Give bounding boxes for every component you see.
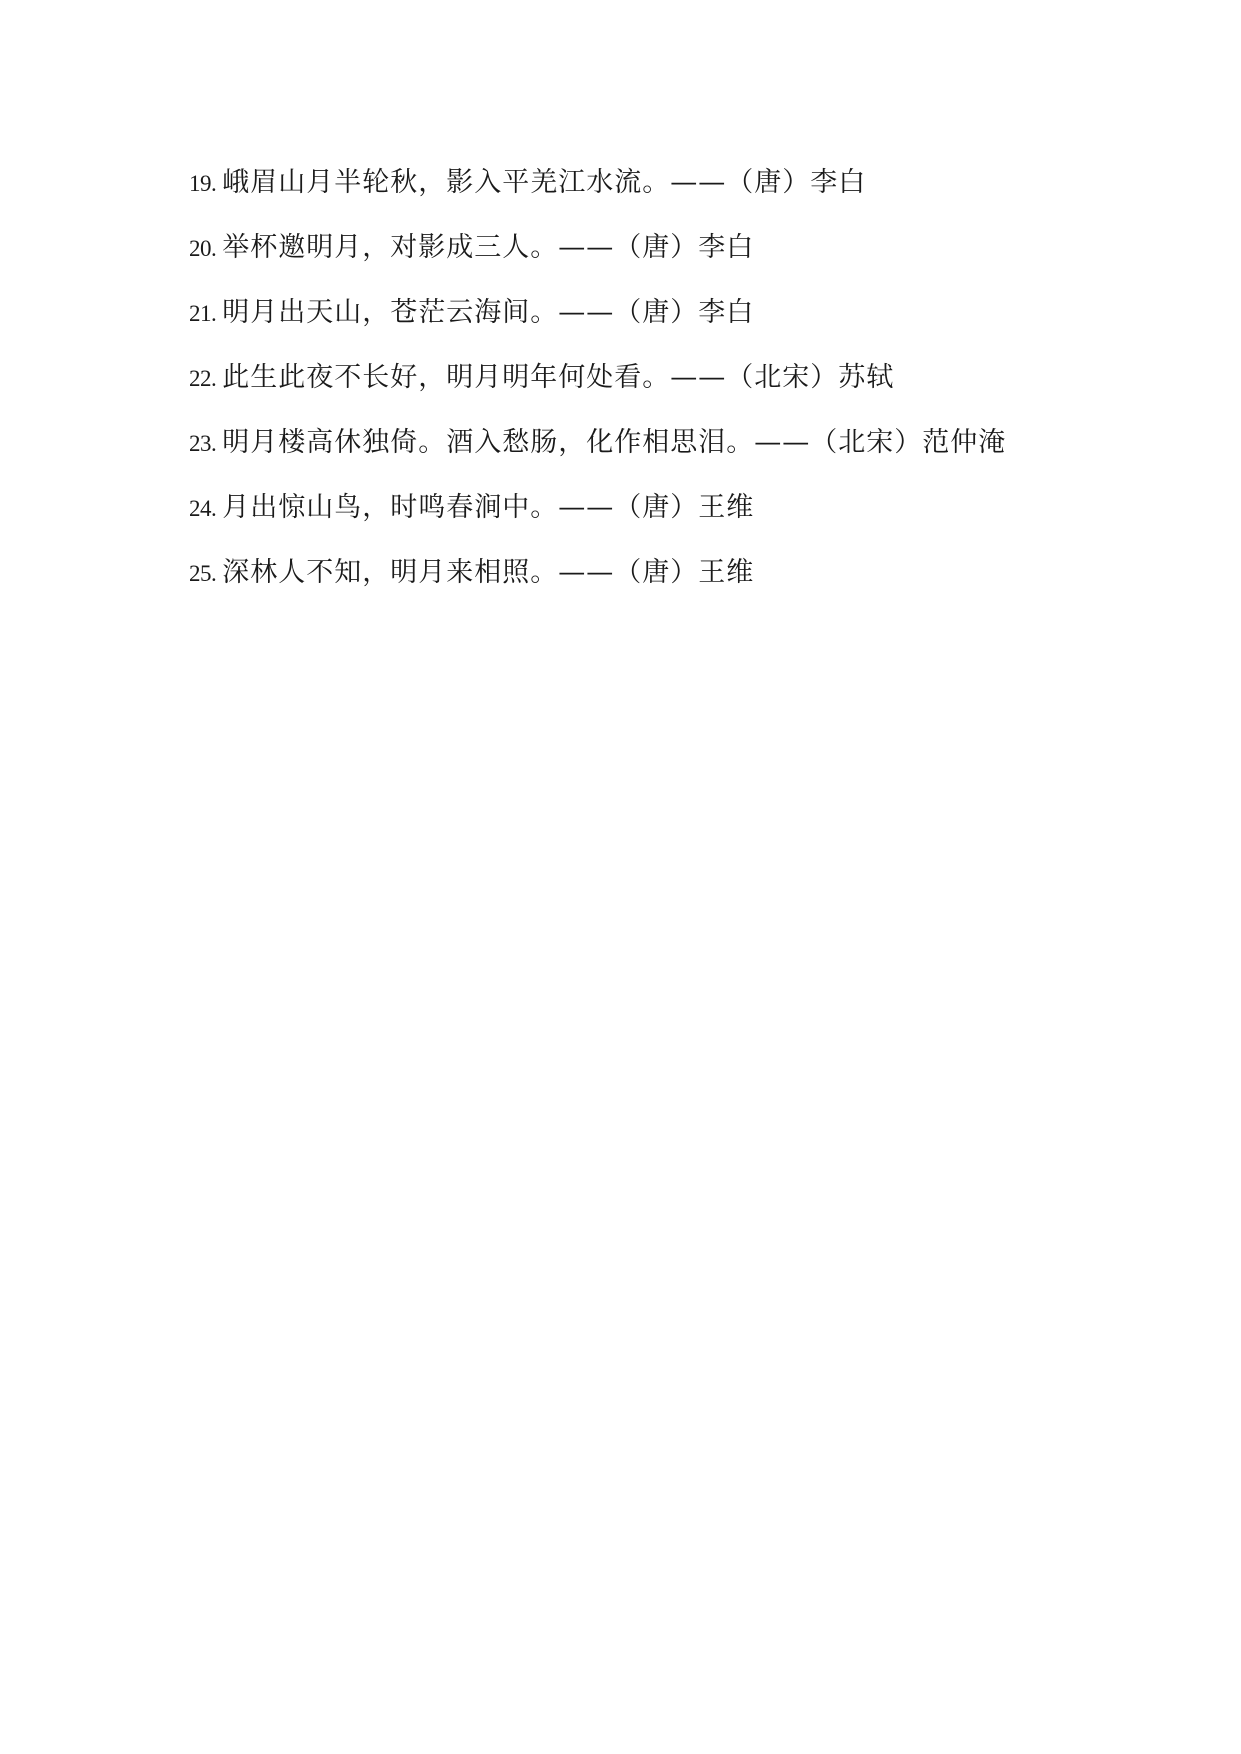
- item-number: 22.: [189, 366, 217, 391]
- list-item: [189, 550, 1006, 615]
- item-number: 24.: [189, 496, 217, 521]
- item-text: 此生此夜不长好，明月明年何处看。——（北宋）苏轼: [222, 362, 895, 393]
- item-text: 月出惊山鸟，时鸣春涧中。——（唐）王维: [222, 492, 755, 523]
- item-number: 19.: [189, 171, 217, 196]
- list-item: [189, 355, 1006, 420]
- item-text: 深林人不知，明月来相照。——（唐）王维: [222, 557, 755, 588]
- list-item: [189, 290, 1006, 355]
- item-text: 明月楼高休独倚。酒入愁肠，化作相思泪。——（北宋）范仲淹: [222, 427, 1007, 458]
- list-item: [189, 225, 1006, 290]
- list-item: [189, 485, 1006, 550]
- item-number: 23.: [189, 431, 217, 456]
- poem-list: [189, 160, 1006, 615]
- list-item: [189, 160, 1006, 225]
- item-number: 21.: [189, 301, 217, 326]
- item-text: 明月出天山，苍茫云海间。——（唐）李白: [222, 297, 755, 328]
- item-number: 20.: [189, 236, 217, 261]
- item-number: 25.: [189, 561, 217, 586]
- item-text: 峨眉山月半轮秋，影入平羌江水流。——（唐）李白: [222, 167, 867, 198]
- item-text: 举杯邀明月，对影成三人。——（唐）李白: [222, 232, 755, 263]
- list-item: [189, 420, 1006, 485]
